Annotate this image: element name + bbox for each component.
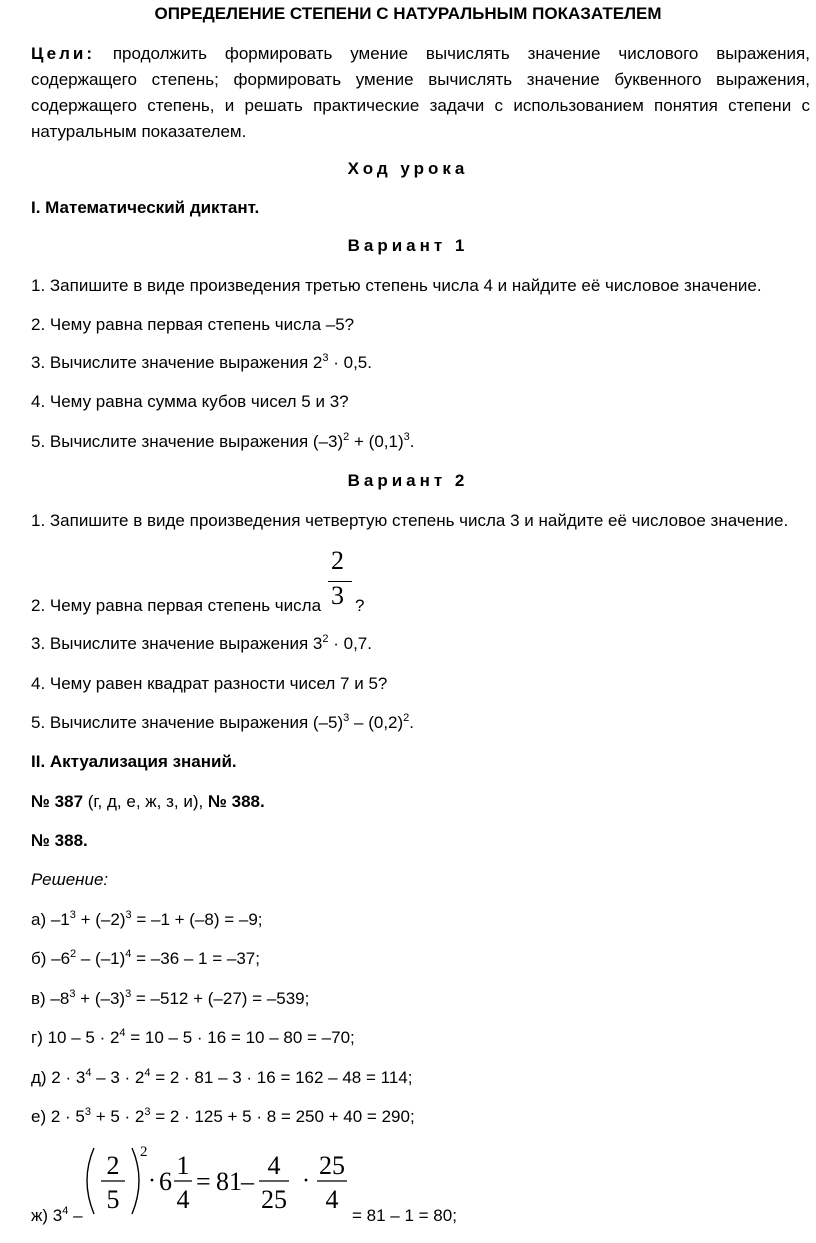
text: = 10 – 5 · 16 = 10 – 80 = –70;: [125, 1028, 355, 1047]
document-title: ОПРЕДЕЛЕНИЕ СТЕПЕНИ С НАТУРАЛЬНЫМ ПОКАЗАТЕЛЕМ: [154, 4, 662, 23]
n81: 81: [216, 1167, 242, 1196]
text: 5. Вычислите значение выражения (–5): [31, 713, 344, 732]
exponent: 3: [403, 431, 410, 443]
task-numbers: [31, 790, 810, 814]
text: – 3 · 2: [91, 1068, 145, 1087]
section-2-heading: II. Актуализация знаний.: [31, 752, 237, 771]
exponent: 4: [62, 1205, 69, 1217]
exponent: 3: [125, 988, 132, 1000]
text: = –36 – 1 = –37;: [131, 949, 260, 968]
solution-d: [31, 1066, 810, 1090]
text: д) 2 · 3: [31, 1068, 86, 1087]
goals-label: Цели:: [31, 44, 95, 63]
solution-zh-result: = 81 – 1 = 80;: [352, 1206, 457, 1225]
text: = 2 · 81 – 3 · 16 = 162 – 48 = 114;: [150, 1068, 413, 1087]
text: .: [409, 713, 415, 732]
mixed-whole: 6: [159, 1167, 172, 1196]
goals-line-4: натуральным показателем.: [31, 122, 247, 141]
exponent: 3: [84, 1106, 91, 1118]
text: = 2 · 125 + 5 · 8 = 250 + 40 = 290;: [150, 1107, 415, 1126]
text: + 5 · 2: [90, 1107, 145, 1126]
variant-1-question-2: 2. Чему равна первая степень числа –5?: [31, 315, 355, 334]
text: а) –1: [31, 910, 70, 929]
exponent: 3: [69, 909, 76, 921]
exponent: 4: [144, 1067, 151, 1079]
text: = –1 + (–8) = –9;: [131, 910, 263, 929]
text: + (0,1): [349, 432, 404, 451]
task-387-letters: (г, д, е, ж, з, и),: [83, 792, 208, 811]
exponent: 4: [125, 948, 132, 960]
exponent: 2: [70, 948, 77, 960]
text: = –512 + (–27) = –539;: [131, 989, 310, 1008]
lesson-heading: Ход урока: [347, 159, 469, 178]
text: 2. Чему равна первая степень числа: [31, 596, 322, 615]
text: + (–2): [75, 910, 126, 929]
text: б) –6: [31, 949, 71, 968]
variant-2-question-3: [31, 632, 810, 656]
variant-2-question-1: 1. Запишите в виде произведения четвертую степень числа 3 и найдите её числовое значение.: [31, 511, 789, 530]
exponent: 2: [343, 431, 350, 443]
mixed-den: 4: [176, 1185, 190, 1214]
section-1-heading: I. Математический диктант.: [31, 198, 260, 217]
text: 5. Вычислите значение выражения (–3): [31, 432, 344, 451]
frac3-num: 25: [319, 1151, 345, 1180]
exponent: 3: [144, 1106, 151, 1118]
solution-zh-formula: [80, 1144, 360, 1224]
exponent: 3: [343, 712, 350, 724]
text: + (–3): [75, 989, 126, 1008]
solution-v: [31, 987, 810, 1011]
text: –: [68, 1206, 83, 1225]
text: 3. Вычислите значение выражения 3: [31, 634, 323, 653]
text: – (0,2): [349, 713, 404, 732]
solution-g: [31, 1026, 810, 1050]
frac2-den: 25: [261, 1185, 287, 1214]
text: – (–1): [76, 949, 126, 968]
text: · 0,7.: [328, 634, 372, 653]
power: 2: [140, 1144, 148, 1160]
variant-2-question-4: 4. Чему равен квадрат разности чисел 7 и 5?: [31, 674, 388, 693]
exponent: 2: [322, 633, 329, 645]
solution-e: [31, 1105, 810, 1129]
exponent: 3: [69, 988, 76, 1000]
solution-b: [31, 947, 810, 971]
variant-2-question-2: [31, 594, 810, 618]
variant-1-question-3: [31, 351, 810, 375]
exponent: 4: [85, 1067, 92, 1079]
equals: =: [196, 1167, 211, 1196]
frac3-den: 4: [325, 1185, 339, 1214]
left-paren: [87, 1148, 94, 1214]
solution-a: [31, 908, 810, 932]
solution-label: Решение:: [31, 870, 109, 889]
variant-1-question-1: 1. Запишите в виде произведения третью степень числа 4 и найдите её числовое значение.: [31, 276, 762, 295]
task-387: № 387: [31, 792, 84, 811]
dot-1: ·: [148, 1168, 156, 1194]
text: .: [409, 432, 415, 451]
goals-line-1: [31, 42, 810, 66]
goals-line-2: содержащего степень; формировать умение вычислять значение буквенного выражения,: [31, 70, 810, 89]
task-388: № 388.: [207, 792, 265, 811]
goals-line-3: содержащего степень, и решать практические задачи с использованием понятия степени с: [31, 96, 810, 115]
text: ж) 3: [31, 1206, 63, 1225]
variant-2-question-5: [31, 711, 810, 735]
exponent: 4: [119, 1027, 126, 1039]
variant-1-question-5: [31, 430, 810, 454]
text: е) 2 · 5: [31, 1107, 85, 1126]
task-388-heading: № 388.: [31, 831, 88, 850]
fraction-denominator: 3: [331, 581, 344, 610]
frac1-num: 2: [106, 1151, 120, 1180]
variant-1-question-4: 4. Чему равна сумма кубов чисел 5 и 3?: [31, 392, 349, 411]
text: г) 10 – 5 · 2: [31, 1028, 120, 1047]
minus: –: [241, 1167, 254, 1196]
variant-2-heading: Вариант 2: [347, 471, 469, 490]
goals-text-1: продолжить формировать умение вычислять значение числового выражения,: [112, 44, 810, 63]
text: 3. Вычислите значение выражения 2: [31, 353, 323, 372]
frac2-num: 4: [267, 1151, 281, 1180]
exponent: 2: [403, 712, 410, 724]
dot-2: ·: [302, 1168, 310, 1194]
text: · 0,5.: [328, 353, 372, 372]
frac1-den: 5: [106, 1185, 120, 1214]
exponent: 3: [322, 352, 329, 364]
text: в) –8: [31, 989, 70, 1008]
exponent: 3: [125, 909, 132, 921]
fraction-numerator: 2: [331, 546, 344, 575]
mixed-num: 1: [176, 1151, 190, 1180]
variant-1-heading: Вариант 1: [347, 236, 469, 255]
question-mark: ?: [355, 596, 365, 615]
right-paren: [132, 1148, 139, 1214]
